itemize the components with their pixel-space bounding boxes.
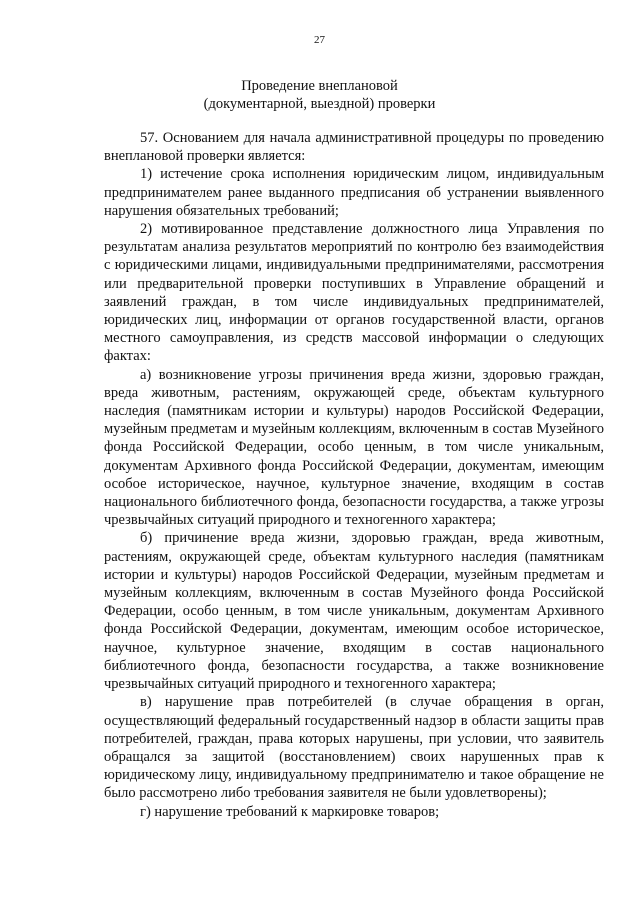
page-number: 27 [314, 34, 325, 46]
section-heading [0, 78, 639, 113]
paragraph-item-1: 1) истечение срока исполнения юридическим лицом, индивидуальным предпринимателем ранее выданного предписания об устранении выявленного нарушения обязательных требований; [104, 166, 604, 219]
paragraph-subitem-b: б) причинение вреда жизни, здоровью граждан, вреда животным, растениям, окружающей среде, объектам культурного наследия (памятникам истории и культуры) народов Российской Федерации, музейным предметам и музейным коллекциям, включенным в состав Музейного фонда Российской Федерации, особо ценным, в том числе уникальным, документам Архивного фонда Российской Федерации, документам, имеющим особое историческое, научное, культурное значение, входящим в состав национального библиотечного фонда, безопасности государства, а также возникновение чрезвычайных ситуаций природного и техногенного характера; [104, 530, 604, 693]
paragraph-subitem-v: в) нарушение прав потребителей (в случае обращения в орган, осуществляющий федеральный государственный надзор в области защиты прав потребителей, граждан, права которых нарушены, при условии, что заявитель обращался за защитой (восстановлением) своих нарушенных прав к юридическому лицу, индивидуальному предпринимателю и такое обращение не было рассмотрено либо требования заявителя не были удовлетворены); [104, 694, 604, 802]
section-heading-line-2: (документарной, выездной) проверки [203, 95, 436, 112]
body-text [104, 129, 604, 821]
paragraph-subitem-a: а) возникновение угрозы причинения вреда жизни, здоровью граждан, вреда животным, растениям, окружающей среде, объектам культурного наследия (памятникам истории и культуры) народов Российской Федерации, музейным предметам и музейным коллекциям, включенным в состав Музейного фонда Российской Федерации, особо ценным, в том числе уникальным, документам Архивного фонда Российской Федерации, документам, имеющим особое историческое, научное, культурное значение, входящим в состав национального библиотечного фонда, безопасности государства, а также угрозы чрезвычайных ситуаций природного и техногенного характера; [104, 366, 604, 529]
paragraph-57: 57. Основанием для начала административной процедуры по проведению внеплановой проверки является: [104, 130, 604, 165]
paragraph-item-2: 2) мотивированное представление должностного лица Управления по результатам анализа результатов мероприятий по контролю без взаимодействия с юридическими лицами, индивидуальными предпринимателями, рассмотрения или предварительной проверки поступивших в Управление обращений и заявлений граждан, в том числе индивидуальных предпринимателей, юридических лиц, информации от органов государственной власти, органов местного самоуправления, из средств массовой информации о следующих фактах: [104, 221, 604, 365]
section-heading-line-1: Проведение внеплановой [241, 78, 398, 94]
paragraph-subitem-g: г) нарушение требований к маркировке товаров; [140, 803, 440, 820]
